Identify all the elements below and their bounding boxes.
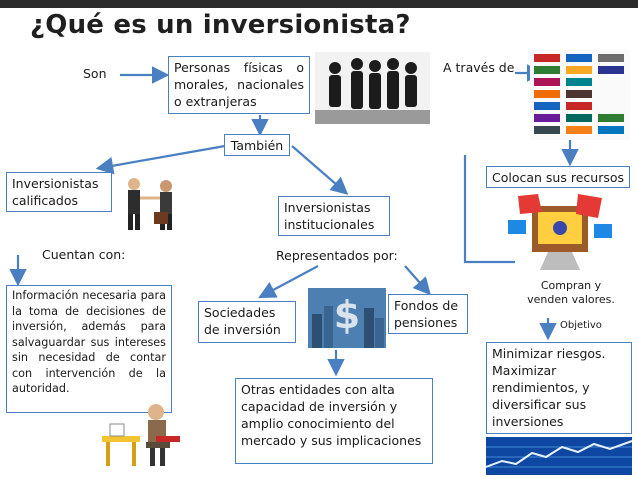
- box-calificados: Inversionistas calificados: [6, 172, 112, 212]
- box-fondos: Fondos de pensiones: [388, 294, 468, 334]
- arrow-fondos: [405, 266, 428, 292]
- label-representados: Representados por:: [276, 248, 398, 263]
- brokerage-logos-icon: [530, 50, 630, 140]
- label-son: Son: [83, 66, 107, 81]
- box-minimizar: Minimizar riesgos. Maximizar rendimientos, y diversificar sus inversiones: [486, 342, 632, 434]
- arrow-institucionales: [292, 146, 345, 192]
- svg-text:$: $: [333, 293, 361, 337]
- label-cuentan: Cuentan con:: [42, 247, 126, 262]
- label-objetivo: Objetivo: [560, 320, 602, 331]
- label-compran: Compran y venden valores.: [527, 279, 615, 306]
- box-institucionales: Inversionistas institucionales: [278, 196, 390, 236]
- stock-ticker-icon: [486, 437, 632, 475]
- arrow-calificados: [100, 146, 225, 168]
- box-colocan: Colocan sus recursos: [486, 166, 630, 188]
- buy-sale-computer-icon: [508, 192, 612, 276]
- box-otras: Otras entidades con alta capacidad de inversión y amplio conocimiento del mercado y sus implicaciones: [235, 378, 433, 464]
- box-personas: Personas físicas o morales, nacionales o extranjeras: [168, 56, 310, 114]
- box-informacion: Información necesaria para la toma de decisiones de inversión, además para salvaguardar sus intereses sin necesidad de contar con intervención de la autoridad.: [6, 285, 172, 413]
- page-title: ¿Qué es un inversionista?: [30, 10, 411, 40]
- label-a-traves: A través de: [443, 60, 515, 75]
- businessmen-handshake-icon: [120, 176, 186, 234]
- business-people-icon: [315, 52, 430, 124]
- city-dollar-icon: [308, 288, 386, 348]
- box-tambien: También: [224, 134, 290, 156]
- seated-investor-icon: [98, 402, 182, 472]
- box-sociedades: Sociedades de inversión: [198, 301, 296, 343]
